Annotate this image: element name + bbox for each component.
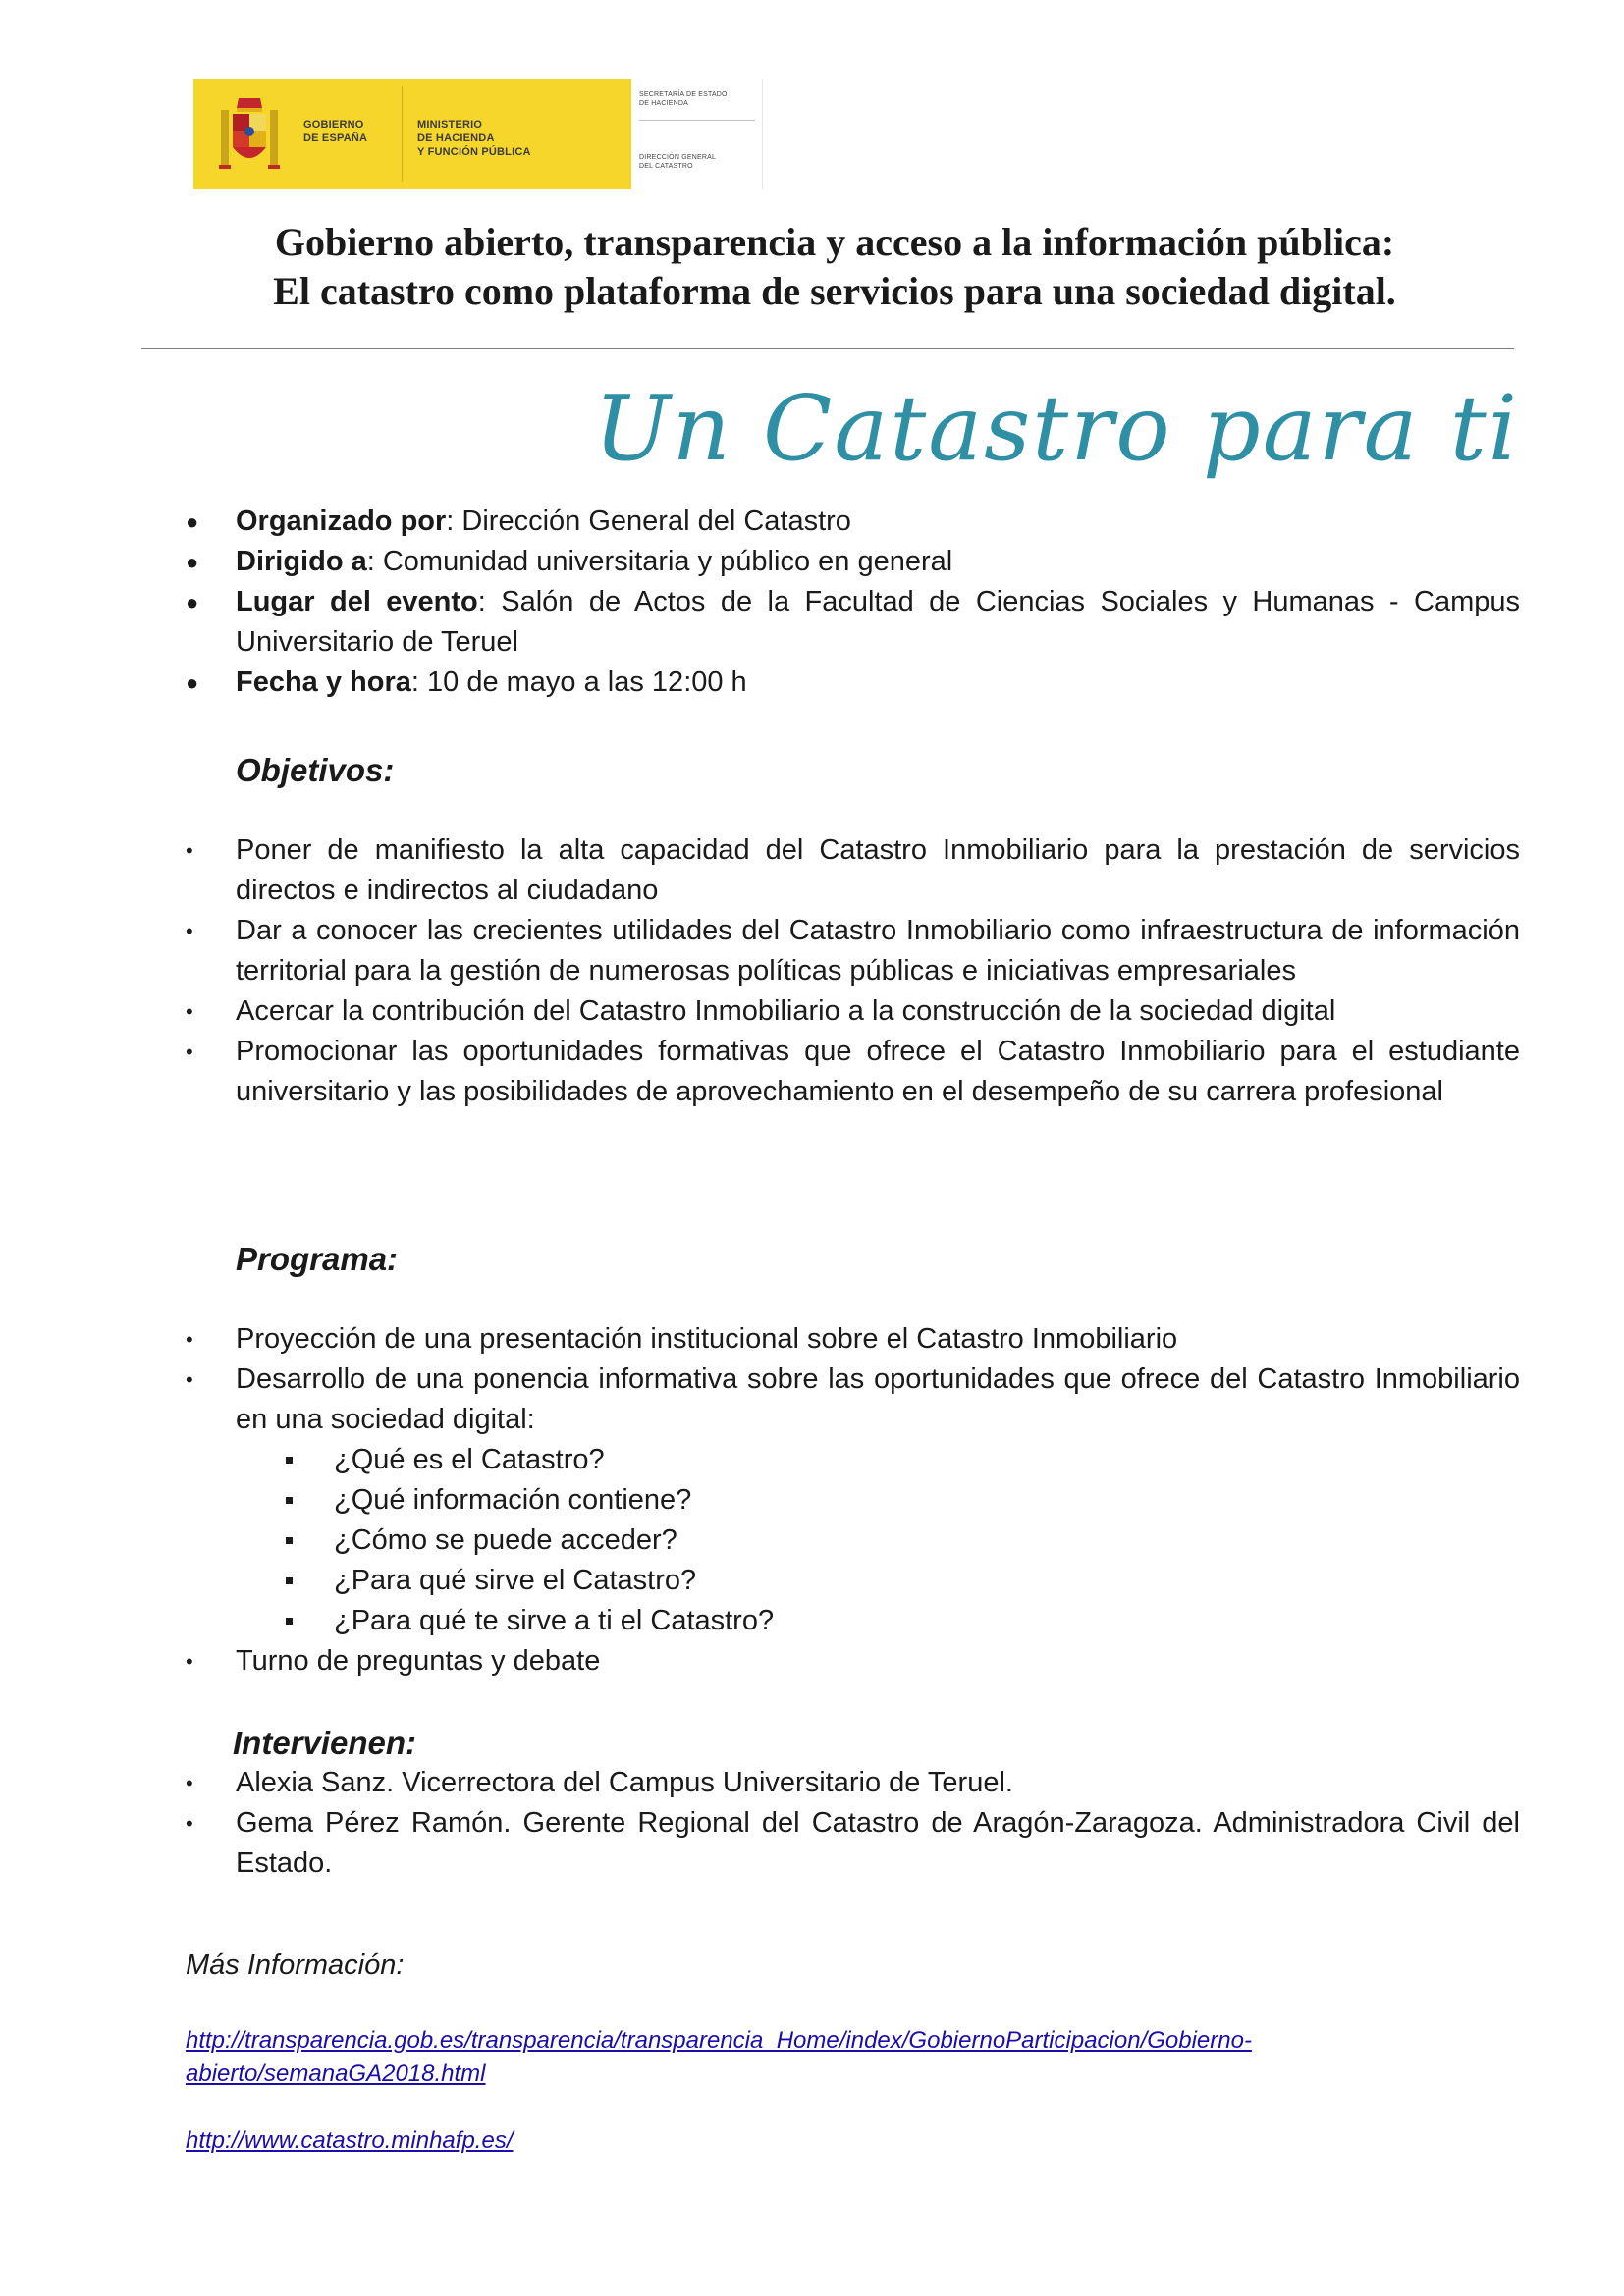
list-item: ¿Para qué te sirve a ti el Catastro? — [0, 1601, 878, 1641]
list-item: ● Fecha y hora: 10 de mayo a las 12:00 h — [0, 663, 1624, 703]
list-item: • Proyección de una presentación institucional sobre el Catastro Inmobiliario — [0, 1319, 1624, 1360]
list-item: • Turno de preguntas y debate — [0, 1641, 704, 1682]
list-item: • Acercar la contribución del Catastro Inmobiliario a la construcción de la sociedad digital — [0, 991, 1624, 1032]
bullet-icon: • — [186, 919, 193, 943]
coat-of-arms-icon — [217, 92, 282, 175]
bullet-icon: • — [186, 838, 193, 863]
list-item: • Gema Pérez Ramón. Gerente Regional del Catastro de Aragón-Zaragoza. Administradora Civil del Estado. — [0, 1803, 1624, 1884]
bullet-icon: ● — [186, 670, 199, 695]
list-item: ¿Qué es el Catastro? — [0, 1440, 878, 1480]
logo-divider — [402, 86, 403, 182]
document-title — [137, 218, 1532, 316]
objetivos-list — [0, 830, 1624, 1112]
logo-rule — [639, 120, 755, 121]
more-info-label: Más Información: — [186, 1949, 405, 1981]
objetivos-heading: Objetivos: — [236, 752, 395, 788]
programa-list — [0, 1319, 1624, 1440]
square-bullet-icon — [286, 1577, 293, 1584]
list-item: • Desarrollo de una ponencia informativa sobre las oportunidades que ofrece del Catastro Inmobiliario en una sociedad digital: — [0, 1360, 1624, 1440]
list-item: ● Dirigido a: Comunidad universitaria y público en general — [0, 542, 1624, 582]
bullet-icon: • — [186, 1327, 193, 1352]
square-bullet-icon — [286, 1618, 293, 1625]
list-item: • Alexia Sanz. Vicerrectora del Campus Universitario de Teruel. — [0, 1763, 1624, 1803]
bullet-icon: ● — [186, 550, 199, 574]
bullet-icon: ● — [186, 509, 199, 534]
direccion-general-label: DIRECCIÓN GENERAL DEL CATASTRO — [639, 154, 717, 170]
intervienen-list — [0, 1763, 1624, 1884]
list-item: ¿Para qué sirve el Catastro? — [0, 1561, 878, 1601]
list-item: ● Organizado por: Dirección General del Catastro — [0, 502, 1624, 542]
list-item: • Promocionar las oportunidades formativas que ofrece el Catastro Inmobiliario para el estudiante universitario y las posibilidades de aprovechamiento en el desempeño de su carrera profesional — [0, 1032, 1624, 1112]
event-details-list — [0, 502, 1624, 703]
intervienen-heading: Intervienen: — [233, 1725, 417, 1761]
programa-heading: Programa: — [236, 1241, 399, 1277]
title-divider — [141, 348, 1514, 349]
secretaria-label: SECRETARÍA DE ESTADO DE HACIENDA — [639, 91, 728, 107]
bullet-icon: • — [186, 1367, 193, 1392]
government-logo-band — [193, 79, 762, 189]
list-item: • Poner de manifiesto la alta capacidad del Catastro Inmobiliario para la prestación de servicios directos e indirectos al ciudadano — [0, 830, 1624, 911]
slogan: Un Catastro para ti — [594, 376, 1520, 481]
bullet-icon: • — [186, 1040, 193, 1064]
list-item: • Dar a conocer las crecientes utilidades del Catastro Inmobiliario como infraestructura de información territorial para la gestión de numerosas políticas públicas e iniciativas empresariales — [0, 911, 1624, 991]
bullet-icon: • — [186, 1649, 193, 1674]
ministerio-label: MINISTERIO DE HACIENDA Y FUNCIÓN PÚBLICA — [417, 119, 531, 158]
logo-yellow-panel — [193, 79, 631, 189]
title-line-1: Gobierno abierto, transparencia y acceso a la información pública: — [274, 220, 1395, 264]
bullet-icon: • — [186, 1771, 193, 1795]
programa-list-end — [0, 1641, 704, 1682]
catastro-link[interactable]: http://www.catastro.minhafp.es/ — [186, 2127, 514, 2154]
square-bullet-icon — [286, 1497, 293, 1504]
gobierno-de-espana-label: GOBIERNO DE ESPAÑA — [303, 119, 368, 144]
list-item: ● Lugar del evento: Salón de Actos de la Facultad de Ciencias Sociales y Humanas - Campus Universitario de Teruel — [0, 582, 1624, 663]
bullet-icon: • — [186, 999, 193, 1024]
title-line-2: El catastro como plataforma de servicios para una sociedad digital. — [273, 269, 1396, 313]
logo-white-panel — [631, 79, 763, 189]
square-bullet-icon — [286, 1457, 293, 1464]
programa-questions-list — [0, 1440, 878, 1641]
list-item: ¿Qué información contiene? — [0, 1480, 878, 1521]
square-bullet-icon — [286, 1537, 293, 1544]
transparencia-link[interactable]: http://transparencia.gob.es/transparencia/transparencia_Home/index/GobiernoParticipacion/Gobierno- abierto/semanaGA2018.html — [186, 2027, 1252, 2087]
bullet-icon: • — [186, 1811, 193, 1836]
bullet-icon: ● — [186, 590, 199, 614]
list-item: ¿Cómo se puede acceder? — [0, 1521, 878, 1561]
